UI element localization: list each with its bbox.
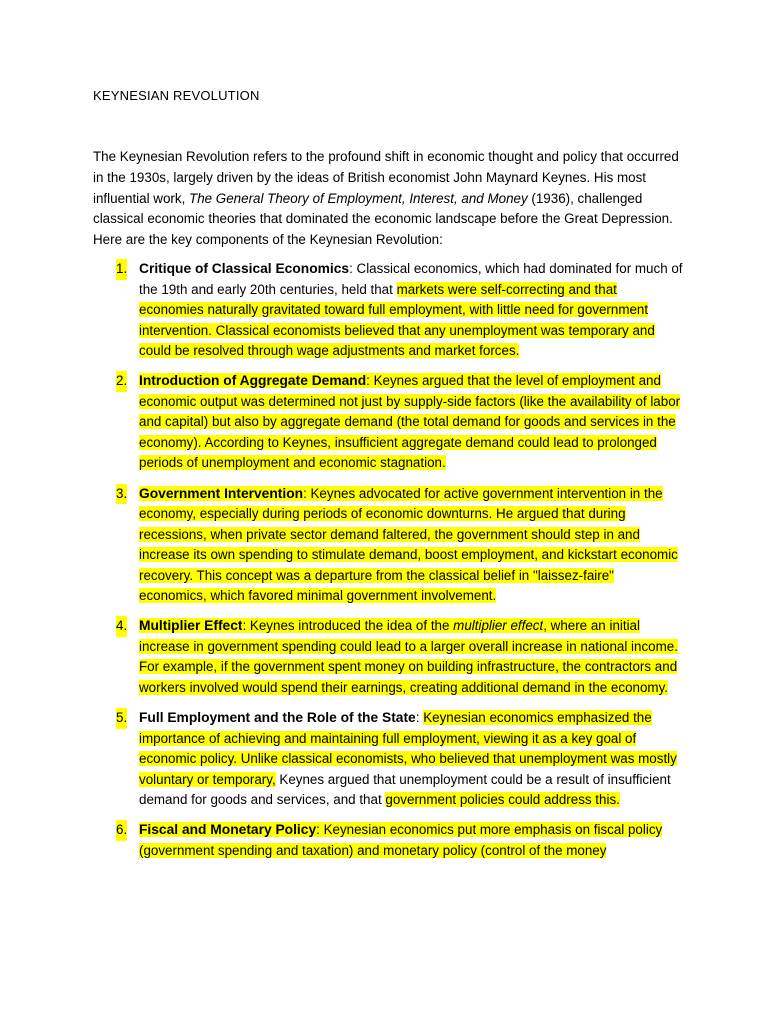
list-item-text: : Keynes advocated for active government intervention in the economy, especially during periods of economic downturns. He argued that during recessions, when private sector demand faltered, the government should step in and increase its own spending to stimulate demand, boost employment, and kickstart economic recovery. This concept was a departure from the classical belief in "laissez-faire" economics, which favored minimal government involvement. <box>139 485 678 604</box>
list-item-text: : Keynes introduced the idea of the <box>242 618 454 634</box>
list-item-text: Keynes argued that unemployment could be a result of insufficient demand for goods and services, and that <box>139 771 671 808</box>
list-number: 1. <box>116 259 127 280</box>
list-item-text: : Keynesian economics put more emphasis on fiscal policy (government spending and taxation) and monetary policy (control of the money <box>139 822 663 858</box>
list-number: 4. <box>116 616 127 637</box>
intro-text: (1936), challenged classical economic theories that dominated the economic landscape before the Great Depression. Here are the key components of the Keynesian Revolution: <box>93 190 673 248</box>
emphasized-term: multiplier effect <box>453 618 544 634</box>
list-number: 5. <box>116 708 127 729</box>
list-item-text: Keynesian economics emphasized the importance of achieving and maintaining full employment, viewing it as a key goal of economic policy. Unlike classical economists, who believed that unemployment was mostly voluntary or temporary, <box>139 710 677 787</box>
key-components-list <box>93 259 683 871</box>
list-item-term: Full Employment and the Role of the State <box>139 710 416 726</box>
list-number: 2. <box>116 371 127 392</box>
list-item-text: : <box>415 710 424 726</box>
intro-text: The Keynesian Revolution refers to the profound shift in economic thought and policy that occurred in the 1930s, largely driven by the ideas of British economist John Maynard Keynes. His most influential work, <box>93 149 679 206</box>
document-title: KEYNESIAN REVOLUTION <box>93 88 260 103</box>
list-item-term: Critique of Classical Economics <box>139 261 350 276</box>
list-item <box>93 708 683 811</box>
intro-paragraph <box>93 147 683 251</box>
list-item <box>93 820 683 861</box>
list-item-term: Introduction of Aggregate Demand <box>139 373 367 389</box>
list-item <box>93 371 683 474</box>
list-item <box>93 616 683 698</box>
list-item-text: government policies could address this. <box>385 792 620 808</box>
list-item-text: : Classical economics, which had dominated for much of the 19th and early 20th centuries, held that <box>139 261 683 297</box>
list-item-text: , where an initial increase in government spending could lead to a larger overall increase in national income. For example, if the government spent money on building infrastructure, the contractors and workers involved would spend their earnings, creating additional demand in the economy. <box>139 618 678 695</box>
list-item <box>93 484 683 607</box>
list-number: 3. <box>116 484 127 505</box>
list-item <box>93 259 683 362</box>
book-title: The General Theory of Employment, Interest, and Money <box>189 190 528 206</box>
list-number: 6. <box>116 820 127 841</box>
list-item-term: Government Intervention <box>139 485 304 501</box>
list-item-term: Fiscal and Monetary Policy <box>139 822 317 838</box>
list-item-text: markets were self-correcting and that economies naturally gravitated toward full employment, with little need for government intervention. Classical economists believed that any unemployment was temporary and could be resolved through wage adjustments and market forces. <box>139 281 655 358</box>
list-item-term: Multiplier Effect <box>139 618 243 634</box>
list-item-text: : Keynes argued that the level of employment and economic output was determined not just by supply-side factors (like the availability of labor and capital) but also by aggregate demand (the total demand for goods and services in the economy). According to Keynes, insufficient aggregate demand could lead to prolonged periods of unemployment and economic stagnation. <box>139 373 681 471</box>
